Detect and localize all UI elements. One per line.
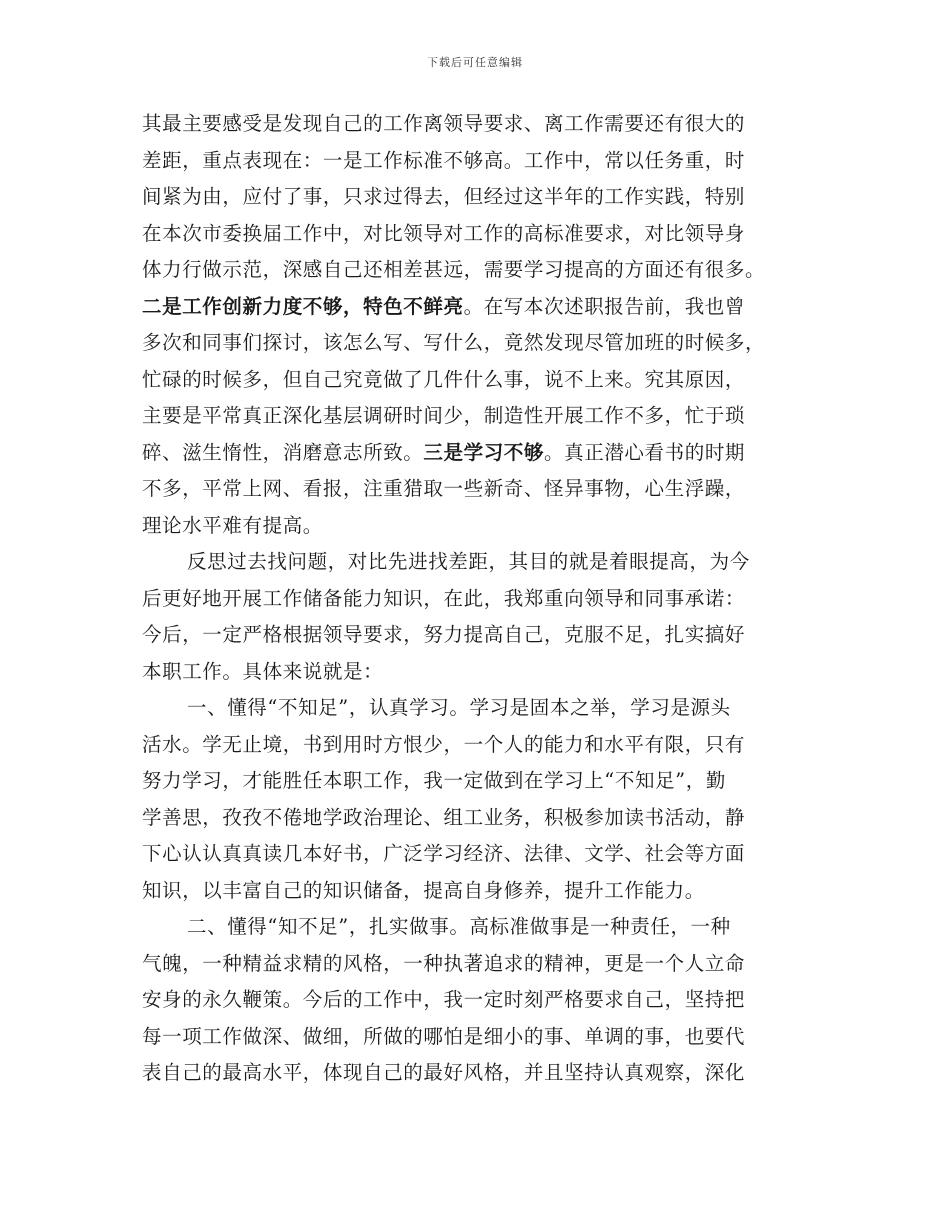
- text-line: [142, 836, 810, 873]
- text-segment: 碎、滋生惰性，消磨意志所致。: [142, 440, 424, 464]
- text-line: [142, 471, 810, 508]
- text-segment: 努力学习，才能胜任本职工作，我一定做到在学习上“不知足”，勤: [142, 769, 726, 792]
- text-segment: 间紧为由，应付了事，只求过得去，但经过这半年的工作实践，特别: [142, 185, 746, 208]
- text-line: [142, 654, 810, 691]
- text-line: [142, 544, 810, 581]
- text-segment: 不多，平常上网、看报，注重猎取一些新奇、怪异事物，心生浮躁，: [142, 477, 746, 500]
- text-line: [142, 581, 810, 618]
- text-line: [142, 690, 810, 727]
- bold-text-segment: 二是工作创新力度不够，特色不鲜亮: [142, 294, 464, 318]
- text-segment: 其最主要感受是发现自己的工作离领导要求、离工作需要还有很大的: [142, 112, 746, 135]
- text-segment: 下心认认真真读几本好书，广泛学习经济、法律、文学、社会等方面: [142, 842, 746, 865]
- text-segment: 。在写本次述职报告前，我也曾: [463, 294, 746, 318]
- text-segment: 反思过去找问题，对比先进找差距，其目的就是着眼提高，为今: [187, 550, 750, 573]
- text-line: [142, 435, 810, 472]
- text-line: [142, 325, 810, 362]
- text-segment: 在本次市委换届工作中，对比领导对工作的高标准要求，对比领导身: [142, 221, 746, 245]
- text-segment: 多次和同事们探讨，该怎么写、写什么，竟然发现尽管加班的时候多，: [142, 331, 766, 354]
- text-line: [142, 216, 810, 253]
- text-line: [142, 946, 810, 983]
- text-segment: 安身的永久鞭策。今后的工作中，我一定时刻严格要求自己，坚持把: [142, 988, 746, 1011]
- text-line: [142, 909, 810, 946]
- text-line: [142, 143, 810, 180]
- text-line: [142, 106, 810, 143]
- text-segment: 表自己的最高水平，体现自己的最好风格，并且坚持认真观察，深化: [142, 1061, 746, 1084]
- text-line: [142, 362, 810, 399]
- text-line: [142, 763, 810, 800]
- text-segment: 知识，以丰富自己的知识储备，提高自身修养，提升工作能力。: [142, 878, 705, 902]
- text-line: [142, 179, 810, 216]
- text-segment: 忙碌的时候多，但自己究竟做了几件什么事，说不上来。究其原因，: [142, 367, 746, 391]
- text-line: [142, 617, 810, 654]
- text-segment: 本职工作。具体来说就是：: [142, 659, 384, 683]
- text-line: [142, 398, 810, 435]
- text-line: [142, 982, 810, 1019]
- text-line: [142, 1055, 810, 1092]
- text-segment: 一、懂得“不知足”，认真学习。学习是固本之举，学习是源头: [187, 696, 731, 719]
- text-segment: 二、懂得“知不足”，扎实做事。高标准做事是一种责任，一种: [187, 915, 731, 938]
- text-line: [142, 800, 810, 837]
- text-segment: 气魄，一种精益求精的风格，一种执著追求的精神，更是一个人立命: [142, 951, 746, 975]
- text-segment: 主要是平常真正深化基层调研时间少，制造性开展工作不多，忙于琐: [142, 404, 746, 427]
- text-line: [142, 252, 810, 289]
- text-line: [142, 289, 810, 326]
- text-segment: 每一项工作做深、做细，所做的哪怕是细小的事、单调的事，也要代: [142, 1024, 746, 1048]
- text-segment: 差距，重点表现在：一是工作标准不够高。工作中，常以任务重，时: [142, 148, 746, 172]
- text-line: [142, 727, 810, 764]
- bold-text-segment: 三是学习不够: [423, 440, 545, 464]
- text-line: [142, 508, 810, 545]
- page-header: 下载后可任意编辑: [427, 56, 523, 69]
- document-body: [142, 106, 810, 1092]
- text-line: [142, 1019, 810, 1056]
- text-line: [142, 873, 810, 910]
- text-segment: 学善思，孜孜不倦地学政治理论、组工业务，积极参加读书活动，静: [142, 805, 746, 829]
- text-segment: 今后，一定严格根据领导要求，努力提高自己，克服不足，扎实搞好: [142, 623, 746, 646]
- text-segment: 活水。学无止境，书到用时方恨少，一个人的能力和水平有限，只有: [142, 732, 746, 756]
- text-segment: 体力行做示范，深感自己还相差甚远，需要学习提高的方面还有很多。: [142, 258, 766, 281]
- text-segment: 理论水平难有提高。: [142, 513, 323, 537]
- text-segment: 后更好地开展工作储备能力知识，在此，我郑重向领导和同事承诺：: [142, 586, 746, 610]
- text-segment: 。真正潜心看书的时期: [544, 440, 746, 464]
